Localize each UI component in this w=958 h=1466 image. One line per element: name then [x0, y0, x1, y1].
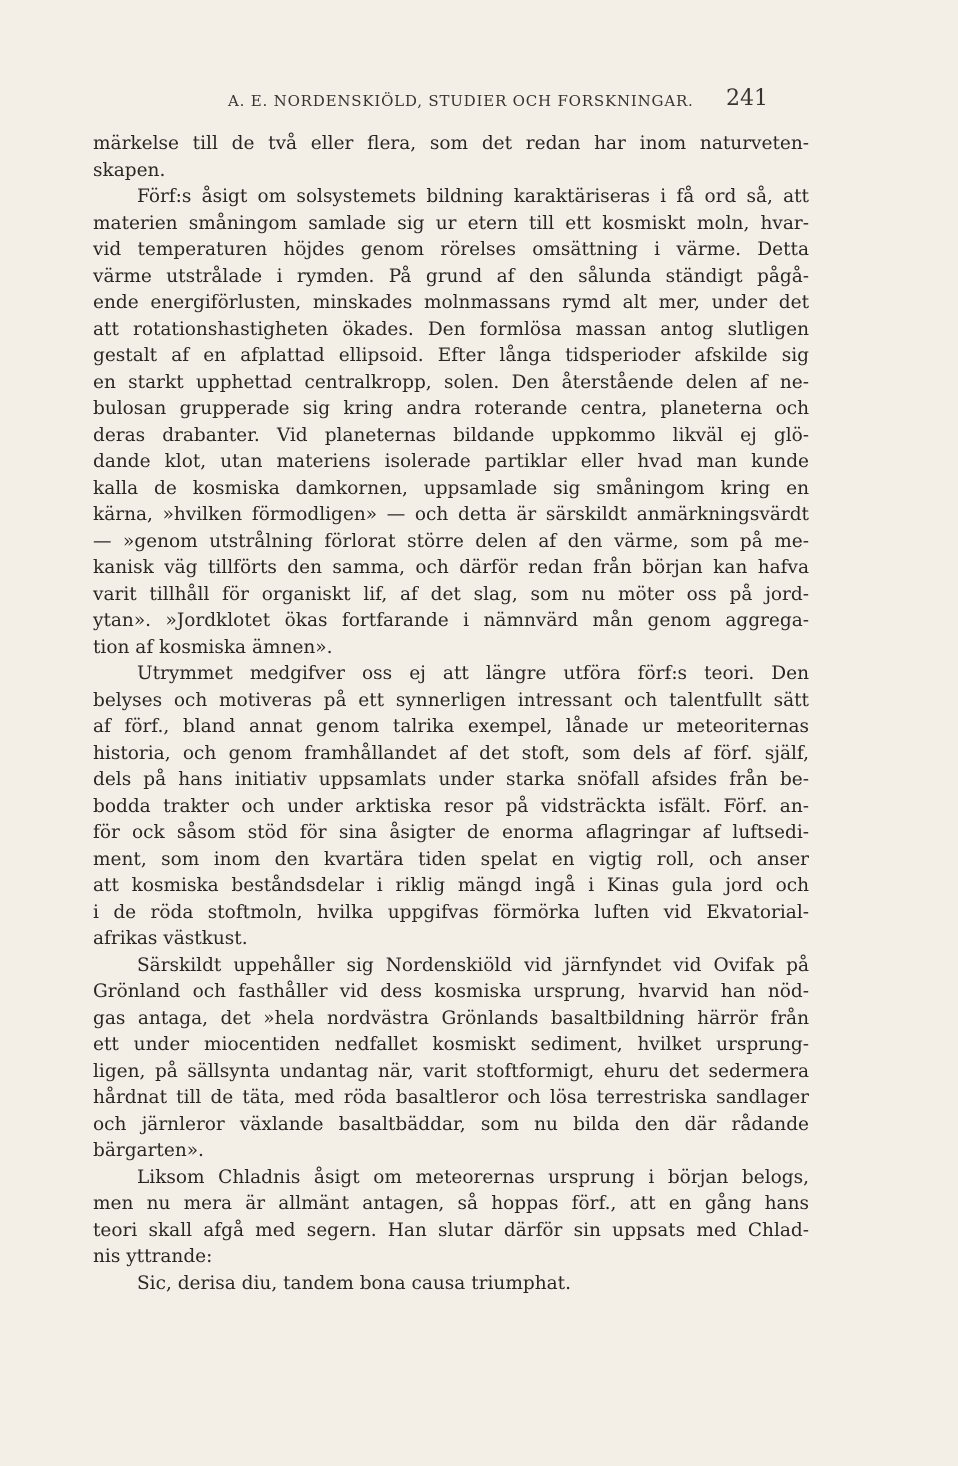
text-line: gestalt af en afplattad ellipsoid. Efter långa tidsperioder afskilde sig — [93, 345, 809, 366]
text-line: ytan». »Jordklotet ökas fortfarande i nämnvärd mån genom aggrega- — [93, 610, 809, 631]
text-line: och järnleror växlande basaltbäddar, som nu bilda den där rådande — [93, 1113, 809, 1135]
text-line: kärna, »hvilken förmodligen» — och detta är särskildt anmärkningsvärdt — [93, 504, 809, 525]
text-line: nis yttrande: — [93, 1246, 213, 1267]
text-line: Grönland och fasthåller vid dess kosmiska ursprung, hvarvid han nöd- — [93, 981, 809, 1002]
text-line: Sic, derisa diu, tandem bona causa triumphat. — [137, 1272, 571, 1294]
text-line: afrikas västkust. — [93, 928, 248, 949]
text-line: ende energiförlusten, minskades molnmassans rymd alt mer, under det — [93, 292, 809, 313]
text-line: Särskildt uppehåller sig Nordenskiöld vid järnfyndet vid Ovifak på — [137, 954, 809, 976]
text-line: ett under miocentiden nedfallet kosmiskt sediment, hvilket ursprung- — [93, 1034, 809, 1055]
text-line: Förf:s åsigt om solsystemets bildning karaktäriseras i få ord så, att — [137, 186, 809, 207]
text-line: dande klot, utan materiens isolerade partiklar eller hvad man kunde — [93, 451, 809, 472]
text-line: ligen, på sällsynta undantag när, varit stoftformigt, ehuru det sedermera — [93, 1060, 809, 1082]
text-line: dels på hans initiativ uppsamlats under starka snöfall afsides från be- — [93, 769, 809, 790]
text-line: deras drabanter. Vid planeternas bildande uppkommo likväl ej glö- — [93, 424, 809, 446]
text-line: Liksom Chladnis åsigt om meteorernas ursprung i början belogs, — [137, 1166, 809, 1188]
text-line: värme utstrålade i rymden. På grund af den sålunda ständigt pågå- — [93, 265, 809, 287]
text-line: teori skall afgå med segern. Han slutar därför sin uppsats med Chlad- — [93, 1219, 809, 1241]
text-line: af förf., bland annat genom talrika exempel, lånade ur meteoriternas — [93, 716, 809, 737]
body-text — [93, 131, 809, 1297]
text-line: tion af kosmiska ämnen». — [93, 636, 333, 658]
text-line: belyses och motiveras på ett synnerligen intressant och talentfullt sätt — [93, 689, 809, 711]
text-line: skapen. — [93, 159, 166, 181]
text-line: för ock såsom stöd för sina åsigter de enorma aflagringar af luftsedi- — [93, 822, 809, 843]
page-number: 241 — [726, 86, 768, 111]
text-line: historia, och genom framhållandet af det stoft, som dels af förf. själf, — [93, 742, 809, 764]
text-line: hårdnat till de täta, med röda basaltleror och lösa terrestriska sandlager — [93, 1087, 809, 1108]
text-line: kalla de kosmiska damkornen, uppsamlade sig småningom kring en — [93, 477, 809, 499]
text-line: gas antaga, det »hela nordvästra Grönlands basaltbildning härrör från — [93, 1007, 809, 1029]
running-title: A. E. NORDENSKIÖLD, STUDIER OCH FORSKNINGAR. — [228, 92, 694, 110]
text-line: att kosmiska beståndsdelar i riklig mängd ingå i Kinas gula jord och — [93, 875, 809, 896]
text-line: en starkt upphettad centralkropp, solen. Den återstående delen af ne- — [93, 371, 809, 393]
text-line: i de röda stoftmoln, hvilka uppgifvas förmörka luften vid Ekvatorial- — [93, 901, 809, 923]
text-line: bodda trakter och under arktiska resor på vidsträckta isfält. Förf. an- — [93, 795, 809, 817]
text-line: — »genom utstrålning förlorat större delen af den värme, som på me- — [93, 530, 809, 552]
text-line: märkelse till de två eller flera, som det redan har inom naturveten- — [93, 133, 809, 154]
text-line: ment, som inom den kvartära tiden spelat en vigtig roll, och anser — [93, 848, 809, 870]
text-line: bärgarten». — [93, 1140, 204, 1161]
text-line: bulosan grupperade sig kring andra roterande centra, planeterna och — [93, 398, 809, 419]
text-line: kanisk väg tillförts den samma, och därför redan från början kan hafva — [93, 557, 809, 578]
text-line: varit tillhåll för organiskt lif, af det slag, som nu möter oss på jord- — [93, 583, 809, 605]
text-line: men nu mera är allmänt antagen, så hoppas förf., att en gång hans — [93, 1193, 809, 1214]
text-line: materien småningom samlade sig ur etern till ett kosmiskt moln, hvar- — [93, 212, 809, 234]
running-header — [228, 86, 768, 116]
text-line: att rotationshastigheten ökades. Den formlösa massan antog slutligen — [93, 318, 809, 340]
text-line: vid temperaturen höjdes genom rörelses omsättning i värme. Detta — [93, 239, 809, 260]
text-line: Utrymmet medgifver oss ej att längre utföra förf:s teori. Den — [137, 663, 809, 684]
